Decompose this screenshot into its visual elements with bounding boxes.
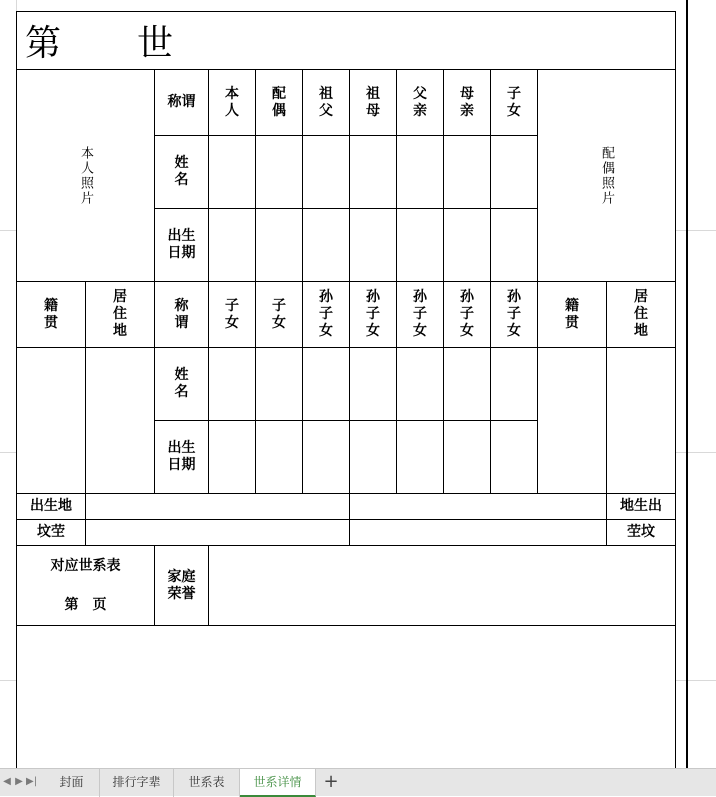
birth-date-cell[interactable] — [208, 208, 256, 282]
birth-date-cell[interactable] — [443, 208, 491, 282]
grandchildren-header-cell[interactable] — [302, 281, 350, 348]
header-label: 孙子女 — [319, 289, 333, 339]
header-self-cell[interactable] — [208, 69, 256, 136]
name-cell[interactable] — [255, 347, 303, 421]
header-label: 父亲 — [413, 85, 427, 119]
header-label: 孙子女 — [507, 289, 521, 339]
residence-value-cell[interactable] — [85, 347, 155, 494]
birth-date-cell[interactable] — [396, 420, 444, 494]
name-cell[interactable] — [396, 135, 444, 209]
grandchildren-header-cell[interactable] — [396, 281, 444, 348]
tomb-label-right[interactable]: 茔坟 — [606, 519, 676, 546]
family-honor-label: 家庭荣誉 — [167, 568, 196, 602]
children-header-cell[interactable] — [208, 281, 256, 348]
name-cell[interactable] — [302, 347, 350, 421]
birth-date-label-cell[interactable] — [154, 208, 209, 282]
next-sheet-arrow-icon[interactable]: ▶ — [15, 776, 23, 787]
header-label: 籍贯 — [44, 297, 58, 331]
name-cell[interactable] — [349, 135, 397, 209]
birth-date-cell[interactable] — [490, 208, 538, 282]
birthplace-value-left[interactable] — [85, 493, 350, 520]
grandchildren-header-cell[interactable] — [349, 281, 397, 348]
birth-date-cell[interactable] — [396, 208, 444, 282]
tomb-label-left[interactable]: 坟茔 — [16, 519, 86, 546]
spouse-photo-label: 配偶照片 — [599, 145, 614, 206]
name-label: 姓名 — [174, 155, 189, 188]
self-photo-cell[interactable] — [16, 69, 155, 282]
header-mother-cell[interactable] — [443, 69, 491, 136]
name-cell[interactable] — [349, 347, 397, 421]
name-cell[interactable] — [490, 135, 538, 209]
birth-date-cell[interactable] — [349, 420, 397, 494]
header-label: 祖母 — [366, 85, 380, 119]
header-label: 祖父 — [319, 85, 333, 119]
header-label: 子女 — [507, 85, 521, 119]
page-break-line — [686, 0, 688, 768]
name-cell[interactable] — [396, 347, 444, 421]
birth-date-cell[interactable] — [255, 420, 303, 494]
name-cell[interactable] — [443, 135, 491, 209]
generation-table-ref-label: 对应世系表 — [50, 557, 121, 574]
children-header-cell[interactable] — [255, 281, 303, 348]
add-sheet-button[interactable]: + — [323, 771, 339, 792]
grandchildren-header-cell[interactable] — [443, 281, 491, 348]
tab-generation-names[interactable]: 排行字辈 — [100, 769, 174, 797]
header-label: 子女 — [272, 297, 286, 331]
header-label: 母亲 — [460, 85, 474, 119]
generation-title[interactable]: 第 世 — [16, 11, 676, 70]
header-label: 居住地 — [113, 289, 127, 339]
header-grandfather-cell[interactable] — [302, 69, 350, 136]
birth-date-cell[interactable] — [490, 420, 538, 494]
tab-cover[interactable]: 封面 — [44, 769, 100, 797]
header-label: 居住地 — [634, 289, 648, 339]
birth-date-cell[interactable] — [302, 420, 350, 494]
tomb-value-right[interactable] — [349, 519, 607, 546]
name-label-cell[interactable] — [154, 347, 209, 421]
birth-date-label-cell[interactable] — [154, 420, 209, 494]
header-children-cell[interactable] — [490, 69, 538, 136]
birthplace-label-right[interactable]: 地生出 — [606, 493, 676, 520]
birth-date-cell[interactable] — [443, 420, 491, 494]
family-honor-value-cell[interactable] — [208, 545, 676, 626]
header-grandmother-cell[interactable] — [349, 69, 397, 136]
birthplace-value-right[interactable] — [349, 493, 607, 520]
header-father-cell[interactable] — [396, 69, 444, 136]
family-honor-label-cell[interactable] — [154, 545, 209, 626]
header-label: 孙子女 — [413, 289, 427, 339]
header-label: 称谓 — [167, 94, 196, 110]
name-cell[interactable] — [208, 347, 256, 421]
header-label: 称谓 — [174, 297, 189, 331]
birth-date-label: 出生日期 — [167, 440, 196, 473]
name-cell[interactable] — [443, 347, 491, 421]
tomb-value-left[interactable] — [85, 519, 350, 546]
name-cell[interactable] — [302, 135, 350, 209]
header-label: 孙子女 — [366, 289, 380, 339]
native-place-header-cell[interactable] — [537, 281, 607, 348]
residence-header-cell[interactable] — [606, 281, 676, 348]
sheet-tab-bar — [0, 768, 716, 796]
name-label-cell[interactable] — [154, 135, 209, 209]
header-label: 子女 — [225, 297, 239, 331]
tab-genealogy-details[interactable]: 世系详情 — [240, 769, 316, 797]
birth-date-cell[interactable] — [208, 420, 256, 494]
generation-table-ref-cell[interactable] — [16, 545, 155, 626]
spouse-photo-cell[interactable] — [537, 69, 676, 282]
header-label: 本人 — [225, 85, 239, 119]
notes-area[interactable] — [16, 625, 676, 768]
name-label: 姓名 — [174, 367, 189, 400]
title-header-cell[interactable] — [154, 281, 209, 348]
header-label: 籍贯 — [565, 297, 579, 331]
self-photo-label: 本人照片 — [78, 145, 93, 206]
birthplace-label-left[interactable]: 出生地 — [16, 493, 86, 520]
birth-date-cell[interactable] — [255, 208, 303, 282]
first-sheet-arrow-icon[interactable]: ◀ — [3, 776, 11, 787]
native-place-header-cell[interactable] — [16, 281, 86, 348]
birth-date-cell[interactable] — [302, 208, 350, 282]
native-place-value-cell[interactable] — [16, 347, 86, 494]
name-cell[interactable] — [208, 135, 256, 209]
header-title-cell[interactable] — [154, 69, 209, 136]
birth-date-label: 出生日期 — [167, 228, 196, 261]
residence-value-cell[interactable] — [606, 347, 676, 494]
page-number-label: 第 页 — [64, 596, 107, 613]
header-label: 孙子女 — [460, 289, 474, 339]
grandchildren-header-cell[interactable] — [490, 281, 538, 348]
header-spouse-cell[interactable] — [255, 69, 303, 136]
header-label: 配偶 — [272, 85, 286, 119]
birth-date-cell[interactable] — [349, 208, 397, 282]
name-cell[interactable] — [255, 135, 303, 209]
name-cell[interactable] — [490, 347, 538, 421]
residence-header-cell[interactable] — [85, 281, 155, 348]
tab-genealogy-table[interactable]: 世系表 — [174, 769, 240, 797]
last-sheet-arrow-icon[interactable]: ▶| — [26, 776, 38, 787]
native-place-value-cell[interactable] — [537, 347, 607, 494]
